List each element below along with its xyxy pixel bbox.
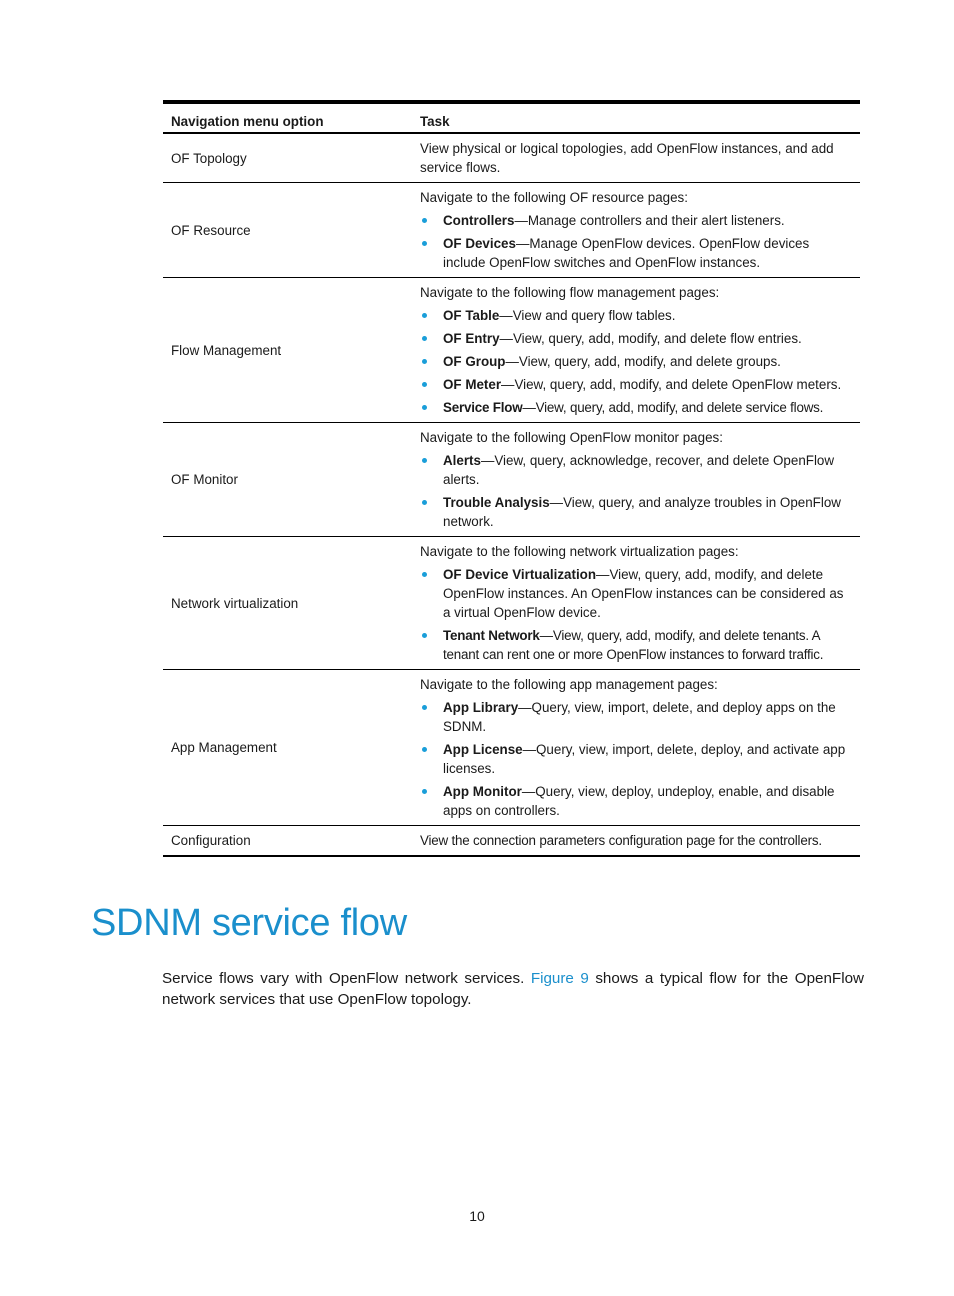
item-desc: —View, query, add, modify, and delete groups. [505,354,781,369]
task-intro: Navigate to the following network virtualization pages: [420,544,739,559]
option-cell: OF Topology [163,133,412,183]
task-cell [412,183,860,278]
item-desc: —Manage OpenFlow devices. OpenFlow devices include OpenFlow switches and OpenFlow instances. [443,236,810,270]
task-list [420,698,852,820]
item-desc: —View, query, add, modify, and delete OpenFlow instances. An OpenFlow instances can be considered as a virtual OpenFlow device. [443,567,844,620]
item-desc: —View, query, and analyze troubles in OpenFlow network. [443,495,841,529]
header-navigation-menu-option: Navigation menu option [163,102,412,133]
list-item [420,306,852,325]
table-header-row [163,102,860,133]
table-row [163,183,860,278]
item-desc: —Query, view, deploy, undeploy, enable, and disable apps on controllers. [443,784,835,818]
table-row [163,423,860,537]
option-cell: OF Resource [163,183,412,278]
item-term: Alerts [443,453,481,468]
item-term: App Library [443,700,519,715]
task-cell: View the connection parameters configuration page for the controllers. [412,826,860,857]
item-term: Controllers [443,213,515,228]
list-item [420,626,852,664]
option-cell: Network virtualization [163,537,412,670]
task-list [420,451,852,531]
list-item [420,782,852,820]
task-intro: Navigate to the following flow management pages: [420,285,720,300]
item-term: OF Device Virtualization [443,567,597,582]
body-paragraph [162,968,864,1010]
item-term: OF Entry [443,331,500,346]
list-item [420,493,852,531]
table-row [163,826,860,857]
list-item [420,211,852,230]
task-list [420,306,852,417]
task-cell [412,537,860,670]
item-desc: —Manage controllers and their alert listeners. [514,213,785,228]
paragraph-text-after: shows a typical flow for the OpenFlow network services that use OpenFlow topology. [162,970,864,1008]
table-row [163,133,860,183]
table-row [163,537,860,670]
list-item [420,565,852,622]
task-intro: Navigate to the following OF resource pages: [420,190,688,205]
list-item [420,451,852,489]
table-row [163,278,860,423]
list-item [420,329,852,348]
task-cell: View physical or logical topologies, add OpenFlow instances, and add service flows. [412,133,860,183]
list-item [420,352,852,371]
item-desc: —View, query, add, modify, and delete service flows. [522,400,824,415]
navigation-table [163,100,860,857]
item-term: OF Table [443,308,500,323]
list-item [420,740,852,778]
list-item [420,698,852,736]
paragraph-text-before: Service flows vary with OpenFlow network services. [162,970,531,987]
table-row [163,670,860,826]
item-term: Tenant Network [443,628,540,643]
item-desc: —View, query, acknowledge, recover, and delete OpenFlow alerts. [443,453,835,487]
list-item [420,398,852,417]
task-list [420,211,852,272]
item-term: OF Group [443,354,506,369]
option-cell: App Management [163,670,412,826]
task-cell [412,670,860,826]
item-desc: —View, query, add, modify, and delete OpenFlow meters. [501,377,842,392]
task-list [420,565,852,664]
task-cell [412,423,860,537]
page-number: 10 [469,1208,485,1224]
list-item [420,234,852,272]
item-term: App License [443,742,523,757]
item-term: Service Flow [443,400,523,415]
list-item [420,375,852,394]
item-term: App Monitor [443,784,522,799]
option-cell: Configuration [163,826,412,857]
figure-9-link[interactable]: Figure 9 [530,970,589,987]
item-term: OF Meter [443,377,502,392]
header-task: Task [412,102,860,133]
option-cell: Flow Management [163,278,412,423]
item-desc: —Query, view, import, delete, and deploy apps on the SDNM. [443,700,836,734]
task-intro: Navigate to the following OpenFlow monitor pages: [420,430,723,445]
section-heading: SDNM service flow [91,902,407,944]
option-cell: OF Monitor [163,423,412,537]
task-cell [412,278,860,423]
item-desc: —View, query, add, modify, and delete tenants. A tenant can rent one or more OpenFlow instances to forward traffic. [443,628,824,662]
item-term: OF Devices [443,236,516,251]
item-desc: —View and query flow tables. [499,308,676,323]
item-term: Trouble Analysis [443,495,550,510]
task-intro: Navigate to the following app management pages: [420,677,718,692]
item-desc: —View, query, add, modify, and delete flow entries. [499,331,802,346]
item-desc: —Query, view, import, delete, deploy, and activate app licenses. [443,742,846,776]
